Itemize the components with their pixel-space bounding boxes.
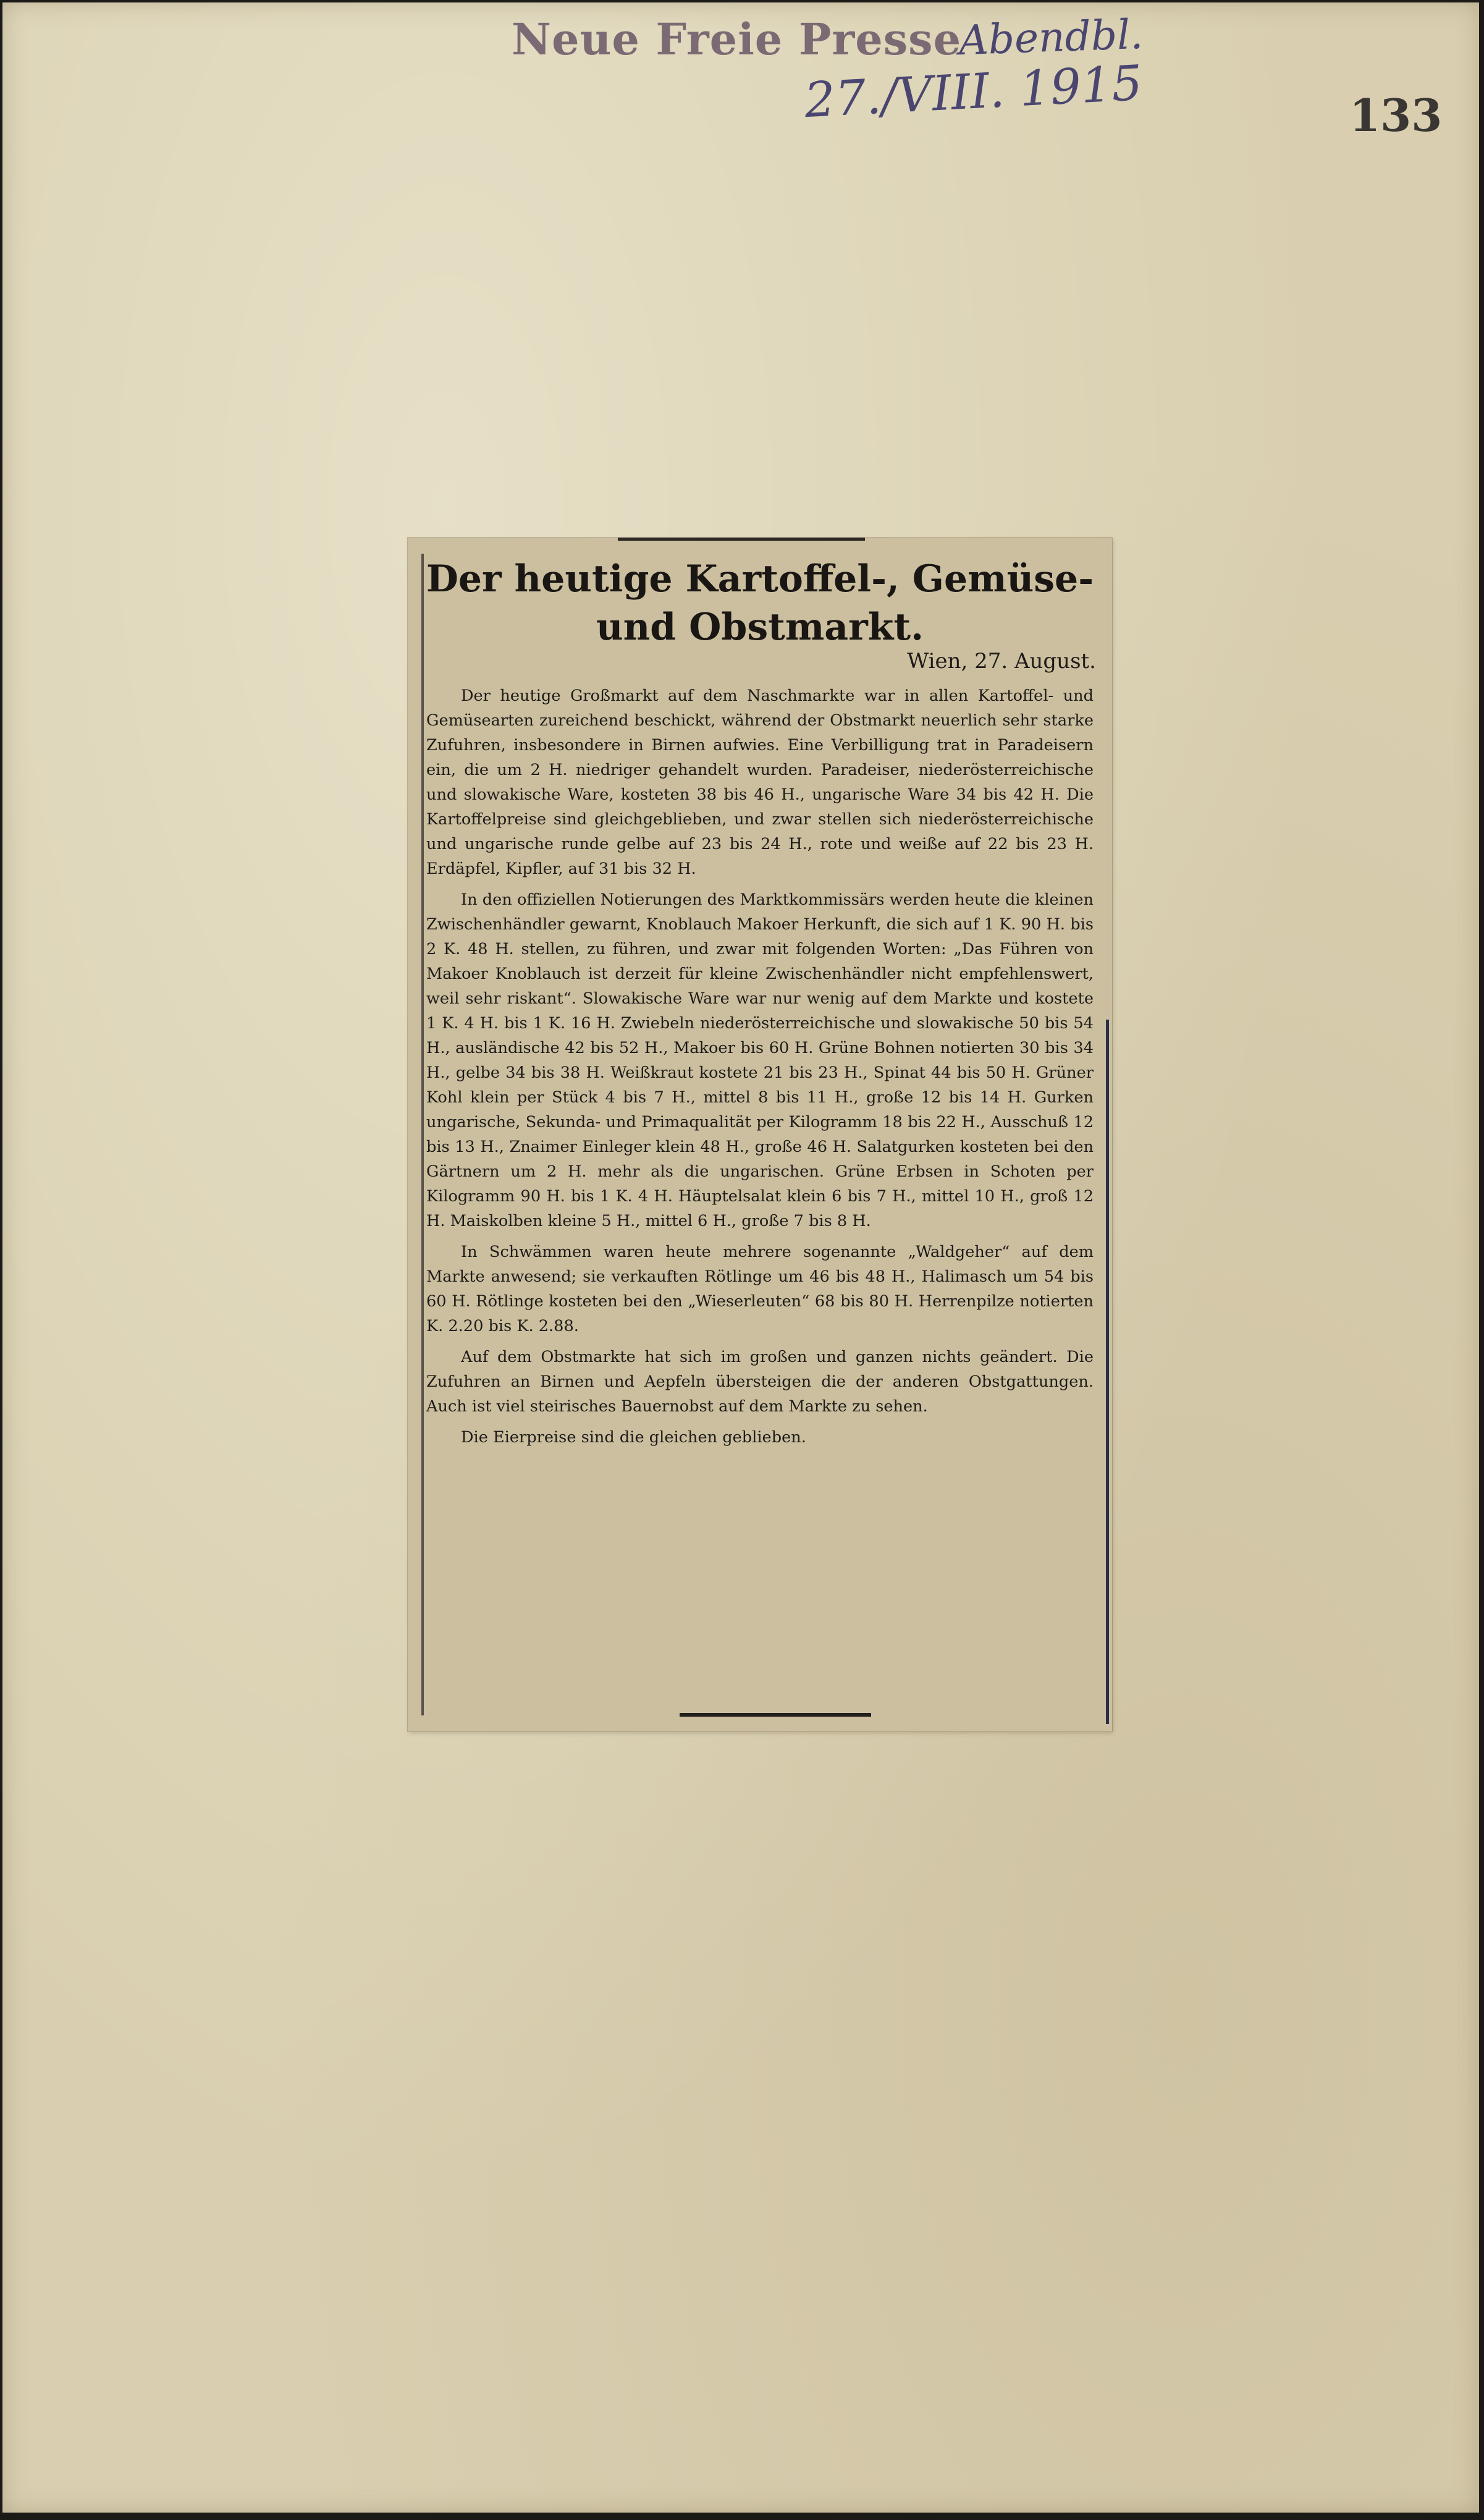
article-paragraph: In den offiziellen Notierungen des Marktkommissärs werden heute die kleinen Zwischenhändler gewarnt, Knoblauch Makoer Herkunft, die sich auf 1 K. 90 H. bis 2 K. 48 H. stellen, zu führen, und zwar mit folgenden Worten: „Das Führen von Makoer Knoblauch ist derzeit für kleine Zwischenhändler nicht empfehlenswert, weil sehr riskant“. Slowakische Ware war nur wenig auf dem Markte und kostete 1 K. 4 H. bis 1 K. 16 H. Zwiebeln niederösterreichische und slowakische 50 bis 54 H., ausländische 42 bis 52 H., Makoer bis 60 H. Grüne Bohnen notierten 30 bis 34 H., gelbe 34 bis 38 H. Weißkraut kostete 21 bis 23 H., Spinat 44 bis 50 H. Grüner Kohl klein per Stück 4 bis 7 H., mittel 8 bis 11 H., große 12 bis 14 H. Gurken ungarische, Sekunda- und Primaqualität per Kilogramm 18 bis 22 H., Ausschuß 12 bis 13 H., Znaimer Einleger klein 48 H., große 46 H. Salatgurken kosteten bei den Gärtnern um 2 H. mehr als die ungarischen. Grüne Erbsen in Schoten per Kilogramm 90 H. bis 1 K. 4 H. Häuptelsalat klein 6 bis 7 H., mittel 10 H., groß 12 H. Maiskolben kleine 5 H., mittel 6 H., große 7 bis 8 H. xyxy=(426,890,1094,1230)
clipping-bottom-rule xyxy=(680,1713,871,1717)
handwritten-edition-note: Abendbl. xyxy=(958,10,1144,65)
page-number: 133 xyxy=(1349,89,1443,142)
clipping-right-rule xyxy=(1106,1020,1109,1724)
newspaper-masthead: Neue Freie Presse xyxy=(512,14,962,65)
clipping-left-rule xyxy=(421,554,424,1715)
article-paragraph: Der heutige Großmarkt auf dem Naschmarkte war in allen Kartoffel- und Gemüsearten zureichend beschickt, während der Obstmarkt neuerlich sehr starke Zufuhren, insbesondere in Birnen aufwies. Eine Verbilligung trat in Paradeisern ein, die um 2 H. niedriger gehandelt wurden. Paradeiser, niederösterreichische und slowakische Ware, kosteten 38 bis 46 H., ungarische Ware 34 bis 42 H. Die Kartoffelpreise sind gleichgeblieben, und zwar stellen sich niederösterreichische und ungarische runde gelbe auf 23 bis 24 H., rote und weiße auf 22 bis 23 H. Erdäpfel, Kipfler, auf 31 bis 32 H. xyxy=(426,687,1094,878)
article-paragraph: Auf dem Obstmarkte hat sich im großen und ganzen nichts geändert. Die Zufuhren an Birnen und Aepfeln übersteigen die der anderen Obstgattungen. Auch ist viel steirisches Bauernobst auf dem Markte zu sehen. xyxy=(426,1348,1094,1416)
article-paragraph: In Schwämmen waren heute mehrere sogenannte „Waldgeher“ auf dem Markte anwesend; sie verkauften Rötlinge um 46 bis 48 H., Halimasch um 54 bis 60 H. Rötlinge kosteten bei den „Wieserleuten“ 68 bis 80 H. Herrenpilze notierten K. 2.20 bis K. 2.88. xyxy=(426,1243,1094,1335)
article-headline: Der heutige Kartoffel-, Gemüse- und Obstmarkt. xyxy=(426,557,1094,649)
article-body xyxy=(426,683,1094,1456)
newspaper-clipping xyxy=(408,538,1112,1731)
article-paragraph: Die Eierpreise sind die gleichen geblieben. xyxy=(461,1428,806,1447)
clipping-top-rule xyxy=(618,538,865,541)
handwritten-date: 27./VIII. 1915 xyxy=(803,55,1144,129)
article-dateline: Wien, 27. August. xyxy=(907,649,1096,674)
archive-sheet xyxy=(2,2,1479,2513)
